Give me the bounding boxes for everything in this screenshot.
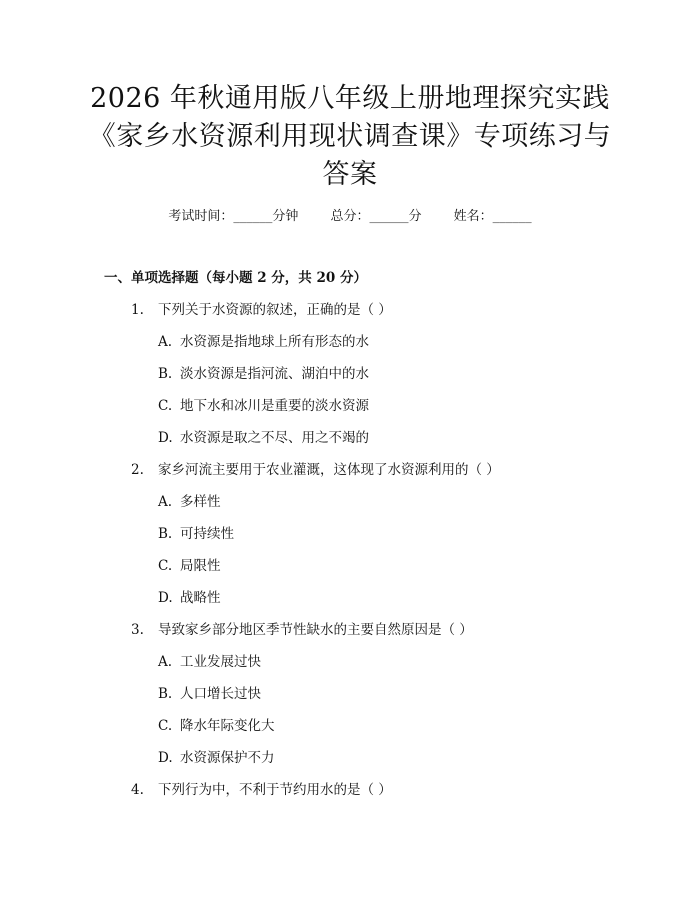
question-4: [131, 778, 392, 798]
question-number: 2.: [131, 462, 144, 478]
q2-option-c: [158, 554, 221, 574]
option-letter: D.: [158, 590, 173, 606]
option-letter: A.: [158, 654, 173, 670]
q3-option-b: [158, 682, 261, 702]
q1-option-b: [158, 362, 369, 382]
question-text: 下列行为中，不利于节约用水的是（ ）: [158, 782, 392, 798]
option-letter: C.: [158, 398, 173, 414]
section-heading: 一、单项选择题（每小题 2 分，共 20 分）: [104, 270, 367, 286]
q1-option-d: [158, 426, 369, 446]
student-name-field: 姓名：______: [453, 209, 532, 224]
title-line-1: 2026 年秋通用版八年级上册地理探究实践: [90, 83, 610, 114]
question-text: 下列关于水资源的叙述，正确的是（ ）: [158, 302, 392, 318]
document-title: [60, 80, 640, 194]
option-text: 水资源保护不力: [180, 750, 275, 766]
option-text: 多样性: [180, 494, 221, 510]
q3-option-a: [158, 650, 261, 670]
question-2: [131, 458, 500, 478]
option-text: 局限性: [180, 558, 221, 574]
option-text: 工业发展过快: [180, 654, 261, 670]
option-text: 水资源是指地球上所有形态的水: [180, 334, 369, 350]
total-score-field: 总分：______分: [330, 209, 422, 224]
q2-option-d: [158, 586, 221, 606]
question-1: [131, 298, 392, 318]
q2-option-a: [158, 490, 221, 510]
exam-time-field: 考试时间：______分钟: [168, 209, 299, 224]
q1-option-a: [158, 330, 369, 350]
question-number: 3.: [131, 622, 144, 638]
q1-option-c: [158, 394, 369, 414]
option-text: 降水年际变化大: [180, 718, 275, 734]
option-letter: A.: [158, 494, 173, 510]
q3-option-c: [158, 714, 275, 734]
q3-option-d: [158, 746, 275, 766]
option-text: 淡水资源是指河流、湖泊中的水: [180, 366, 369, 382]
option-text: 地下水和冰川是重要的淡水资源: [180, 398, 369, 414]
exam-info: [0, 205, 700, 224]
option-text: 战略性: [180, 590, 221, 606]
question-text: 导致家乡部分地区季节性缺水的主要自然原因是（ ）: [158, 622, 473, 638]
option-letter: B.: [158, 366, 173, 382]
question-text: 家乡河流主要用于农业灌溉，这体现了水资源利用的（ ）: [158, 462, 500, 478]
option-letter: C.: [158, 718, 173, 734]
option-text: 可持续性: [180, 526, 234, 542]
option-text: 水资源是取之不尽、用之不竭的: [180, 430, 369, 446]
title-line-2: 《家乡水资源利用现状调查课》专项练习与: [88, 121, 612, 152]
option-letter: A.: [158, 334, 173, 350]
option-letter: D.: [158, 430, 173, 446]
option-letter: D.: [158, 750, 173, 766]
title-line-3: 答案: [322, 159, 378, 190]
question-3: [131, 618, 473, 638]
option-letter: B.: [158, 686, 173, 702]
q2-option-b: [158, 522, 234, 542]
question-number: 4.: [131, 782, 144, 798]
question-number: 1.: [131, 302, 144, 318]
option-letter: B.: [158, 526, 173, 542]
option-letter: C.: [158, 558, 173, 574]
option-text: 人口增长过快: [180, 686, 261, 702]
